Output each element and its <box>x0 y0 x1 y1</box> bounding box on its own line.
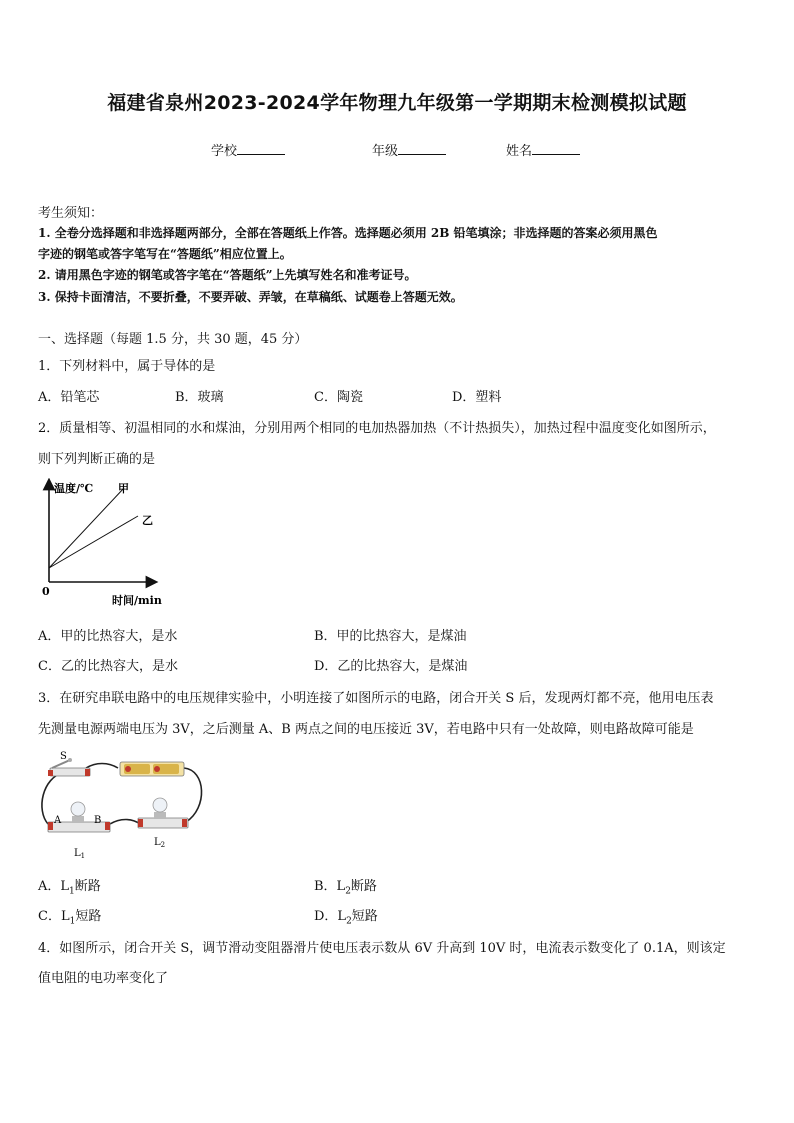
lamp2-label: $L_2$ <box>154 837 166 849</box>
notice-item-2: 2. 请用黑色字迹的钢笔或答字笔在“答题纸”上先填写姓名和准考证号。 <box>38 268 417 282</box>
lamp1-label: $L_1$ <box>74 848 86 860</box>
battery-pack <box>120 762 184 776</box>
notice-item-1-line-2: 字迹的钢笔或答字笔写在“答题纸”相应位置上。 <box>38 247 292 261</box>
line-yi <box>49 516 138 568</box>
wire-right <box>184 768 202 822</box>
line-jia <box>49 488 124 568</box>
q1-option-b: B．玻璃 <box>175 390 224 405</box>
switch-s <box>48 758 90 776</box>
q2-option-c: C．乙的比热容大，是水 <box>38 659 178 674</box>
q3-stem-line-2: 先测量电源两端电压为 3V，之后测量 A、B 两点之间的电压接近 3V，若电路中只有一处故障，则电路故障可能是 <box>38 722 694 737</box>
grade-field <box>372 140 446 159</box>
q1-stem: 1．下列材料中，属于导体的是 <box>38 359 216 374</box>
series-circuit-diagram <box>36 748 214 863</box>
q1-option-c: C．陶瓷 <box>314 390 363 405</box>
point-b-label: B <box>94 815 102 826</box>
section-heading: 一、选择题（每题 1.5 分，共 30 题，45 分） <box>38 332 308 347</box>
page-title: 福建省泉州2023-2024学年物理九年级第一学期期末检测模拟试题 <box>107 92 687 114</box>
q3-stem-line-1: 3．在研究串联电路中的电压规律实验中，小明连接了如图所示的电路，闭合开关 S 后，发现两灯都不亮，他用电压表 <box>38 691 714 706</box>
q2-option-d: D．乙的比热容大，是煤油 <box>314 659 468 674</box>
school-label: 学校 <box>211 144 238 159</box>
q2-option-b: B．甲的比热容大，是煤油 <box>314 629 467 644</box>
q3-option-d: D．$L_2$短路 <box>314 909 378 927</box>
temperature-time-graph <box>36 478 176 610</box>
q3-option-a: A．$L_1$断路 <box>38 879 101 897</box>
line-jia-label: 甲 <box>118 482 129 495</box>
q3-option-c: C．$L_1$短路 <box>38 909 102 927</box>
school-field <box>211 140 285 159</box>
lamp-l2 <box>138 798 188 828</box>
line-yi-label: 乙 <box>142 514 153 527</box>
y-axis-label: 温度/℃ <box>54 482 94 495</box>
q2-stem-line-2: 则下列判断正确的是 <box>38 452 156 467</box>
q1-option-a: A．铅笔芯 <box>38 390 100 405</box>
school-blank <box>237 140 285 155</box>
grade-blank <box>398 140 446 155</box>
q4-stem-line-1: 4．如图所示，闭合开关 S，调节滑动变阻器滑片使电压表示数从 6V 升高到 10V 时，电流表示数变化了 0.1A，则该定 <box>38 941 726 956</box>
q2-option-a: A．甲的比热容大，是水 <box>38 629 178 644</box>
q1-option-d: D．塑料 <box>452 390 502 405</box>
notice-item-3: 3. 保持卡面清洁，不要折叠，不要弄破、弄皱，在草稿纸、试题卷上答题无效。 <box>38 290 463 304</box>
grade-label: 年级 <box>372 144 399 159</box>
point-a-label: A <box>54 815 62 826</box>
q4-stem-line-2: 值电阻的电功率变化了 <box>38 971 169 986</box>
wire-top-left <box>86 764 118 769</box>
notice-item-1-line-1: 1. 全卷分选择题和非选择题两部分，全部在答题纸上作答。选择题必须用 2B 铅笔填涂；非选择题的答案必须用黑色 <box>38 226 658 240</box>
name-label: 姓名 <box>506 144 533 159</box>
name-field <box>506 140 580 159</box>
origin-label: 0 <box>42 585 50 598</box>
switch-label: S <box>60 751 67 762</box>
q3-option-b: B．$L_2$断路 <box>314 879 377 897</box>
x-axis-label: 时间/min <box>112 594 162 607</box>
notice-heading: 考生须知： <box>38 206 104 221</box>
q2-stem-line-1: 2．质量相等、初温相同的水和煤油，分别用两个相同的电加热器加热（不计热损失），加热过程中温度变化如图所示， <box>38 421 716 436</box>
name-blank <box>532 140 580 155</box>
wire-bottom <box>110 820 140 825</box>
